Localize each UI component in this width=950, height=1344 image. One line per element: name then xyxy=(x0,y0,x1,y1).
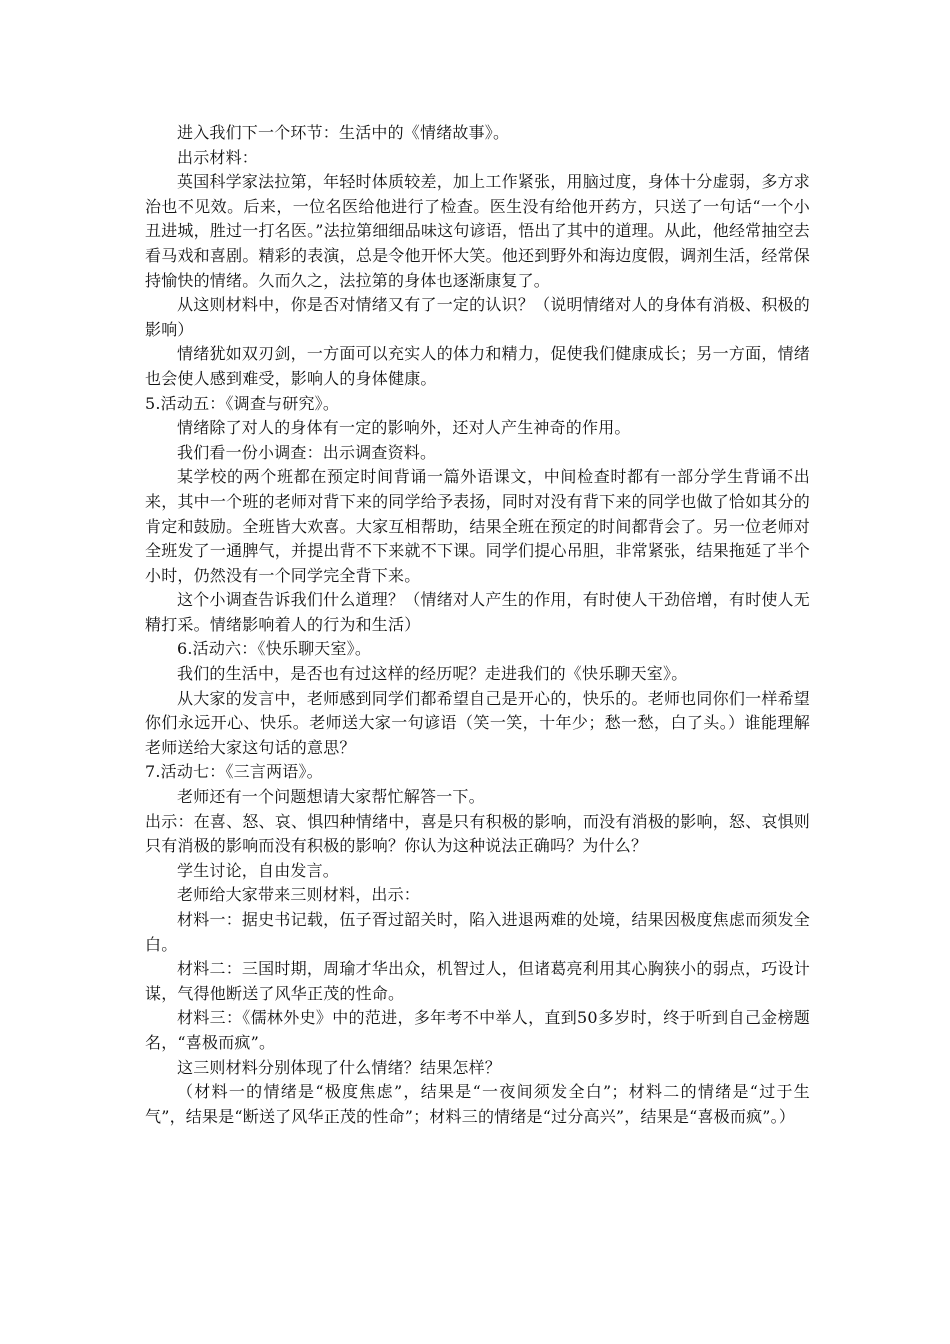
paragraph-material-one: 材料一：据史书记载，伍子胥过韶关时，陷入进退两难的处境，结果因极度焦虑而须发全白。 xyxy=(145,910,810,954)
paragraph-material-two: 材料二：三国时期，周瑜才华出众，机智过人，但诸葛亮利用其心胸狭小的弱点，巧设计谋，气得他断送了风华正茂的性命。 xyxy=(145,959,810,1003)
paragraph-materials-question: 这三则材料分别体现了什么情绪？结果怎样？ xyxy=(177,1057,502,1077)
paragraph-materials-answer: （材料一的情绪是“极度焦虑”，结果是“一夜间须发全白”；材料二的情绪是“过于生气”，结果是“断送了风华正茂的性命”；材料三的情绪是“过分高兴”，结果是“喜极而疯”。） xyxy=(145,1082,810,1126)
document-body xyxy=(145,121,810,1129)
paragraph-show-question: 出示：在喜、怒、哀、惧四种情绪中，喜是只有积极的影响，而没有消极的影响，怒、哀惧则只有消极的影响而没有积极的影响？你认为这种说法正确吗？为什么？ xyxy=(145,811,810,856)
paragraph-survey-material: 某学校的两个班都在预定时间背诵一篇外语课文，中间检查时都有一部分学生背诵不出来，其中一个班的老师对背下来的同学给予表扬，同时对没有背下来的同学也做了恰如其分的肯定和鼓励。全班皆大欢喜。大家互相帮助，结果全班在预定的时间都背会了。另一位老师对全班发了一通脾气，并提出背不下来就不下课。同学们提心吊胆，非常紧张，结果拖延了半个小时，仍然没有一个同学完全背下来。 xyxy=(145,467,810,585)
paragraph-transition: 进入我们下一个环节：生活中的《情绪故事》。 xyxy=(177,123,510,142)
paragraph-chatroom-intro: 我们的生活中，是否也有过这样的经历呢？走进我们的《快乐聊天室》。 xyxy=(177,664,688,684)
paragraph-proverb: 从大家的发言中，老师感到同学们都希望自己是开心的，快乐的。老师也同你们一样希望你们永远开心、快乐。老师送大家一句谚语（笑一笑，十年少；愁一愁，白了头。）谁能理解老师送给大家这句话的意思？ xyxy=(145,688,810,757)
paragraph-emotion-effect: 情绪除了对人的身体有一定的影响外，还对人产生神奇的作用。 xyxy=(177,418,631,438)
paragraph-double-edged: 情绪犹如双刃剑，一方面可以充实人的体力和精力，促使我们健康成长；另一方面，情绪也会使人感到难受，影响人的身体健康。 xyxy=(145,344,810,388)
paragraph-survey-question: 这个小调查告诉我们什么道理？（情绪对人产生的作用，有时使人干劲倍增，有时使人无精打采。情绪影响着人的行为和生活） xyxy=(145,590,810,634)
paragraph-discussion: 学生讨论，自由发言。 xyxy=(177,860,340,880)
paragraph-teacher-question: 老师还有一个问题想请大家帮忙解答一下。 xyxy=(177,787,485,807)
paragraph-faraday-story: 英国科学家法拉第，年轻时体质较差，加上工作紧张，用脑过度，身体十分虚弱，多方求治也不见效。后来，一位名医给他进行了检查。医生没有给他开药方，只送了一句话“一个小丑进城，胜过一打名医。”法拉第细细品味这句谚语，悟出了其中的道理。从此，他经常抽空去看马戏和喜剧。精彩的表演，总是令他开怀大笑。他还到野外和海边度假，调剂生活，经常保持愉快的情绪。久而久之，法拉第的身体也逐渐康复了。 xyxy=(145,172,810,290)
paragraph-faraday-question: 从这则材料中，你是否对情绪又有了一定的认识？（说明情绪对人的身体有消极、积极的影响） xyxy=(145,295,810,339)
paragraph-survey-intro: 我们看一份小调查：出示调查资料。 xyxy=(177,442,437,462)
paragraph-material-three: 材料三：《儒林外史》中的范进，多年考不中举人，直到50多岁时，终于听到自己金榜题名，“喜极而疯”。 xyxy=(145,1008,810,1052)
paragraph-three-materials: 老师给大家带来三则材料，出示： xyxy=(177,885,421,905)
heading-activity-six: 6.活动六：《快乐聊天室》。 xyxy=(177,639,372,659)
paragraph-show-material: 出示材料： xyxy=(177,147,259,167)
heading-activity-five: 5.活动五：《调查与研究》。 xyxy=(145,393,340,413)
heading-activity-seven: 7.活动七：《三言两语》。 xyxy=(145,762,323,782)
